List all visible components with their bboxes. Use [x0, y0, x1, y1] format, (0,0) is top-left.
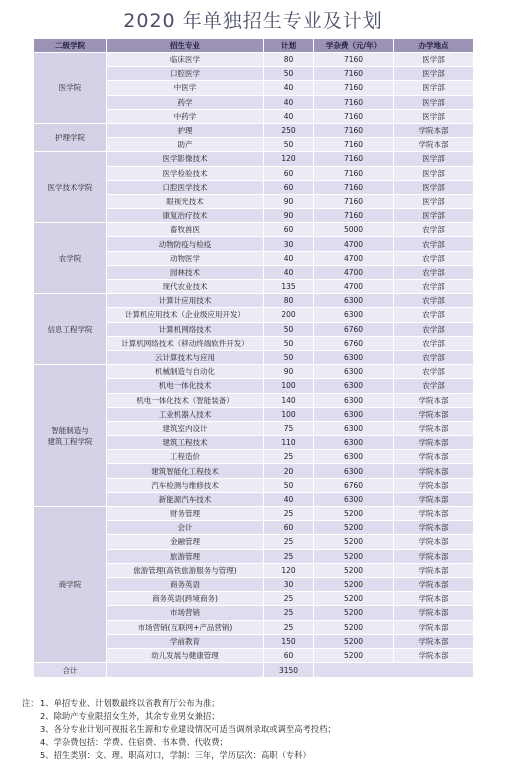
plan-cell: 40	[264, 492, 314, 506]
fee-cell: 7160	[314, 166, 394, 180]
location-cell: 农学部	[394, 294, 474, 308]
major-cell: 医学检验技术	[107, 166, 264, 180]
plan-cell: 60	[264, 223, 314, 237]
college-cell: 护理学院	[34, 123, 107, 151]
note-line: 1、单招专业、计划数最终以省教育厅公布为准；	[40, 698, 220, 708]
major-cell: 旅游管理	[107, 549, 264, 563]
fee-cell: 6300	[314, 393, 394, 407]
table-row	[34, 123, 474, 137]
major-cell: 云计算技术与应用	[107, 350, 264, 364]
plan-cell: 40	[264, 109, 314, 123]
plan-cell: 40	[264, 95, 314, 109]
location-cell: 学院本部	[394, 421, 474, 435]
fee-cell: 4700	[314, 280, 394, 294]
fee-cell: 4700	[314, 237, 394, 251]
major-cell: 建筑室内设计	[107, 421, 264, 435]
plan-cell: 110	[264, 436, 314, 450]
fee-cell: 6300	[314, 350, 394, 364]
table-row	[34, 294, 474, 308]
major-cell: 眼视光技术	[107, 194, 264, 208]
location-cell: 医学部	[394, 95, 474, 109]
plan-cell: 90	[264, 194, 314, 208]
major-cell: 动物医学	[107, 251, 264, 265]
plan-cell: 120	[264, 563, 314, 577]
fee-cell: 7160	[314, 209, 394, 223]
fee-cell: 5200	[314, 634, 394, 648]
fee-cell: 5200	[314, 535, 394, 549]
fee-cell: 6300	[314, 492, 394, 506]
page-title: 2020 年单独招生专业及计划	[123, 10, 383, 32]
plan-cell: 50	[264, 138, 314, 152]
college-cell: 智能制造与 建筑工程学院	[34, 365, 107, 507]
major-cell: 建筑智能化工程技术	[107, 464, 264, 478]
fee-cell: 6300	[314, 464, 394, 478]
major-cell: 旅游管理(高铁旅游服务与管理)	[107, 563, 264, 577]
major-cell: 计算机应用技术（企业级应用开发）	[107, 308, 264, 322]
location-cell: 医学部	[394, 53, 474, 67]
fee-cell: 5200	[314, 648, 394, 662]
plan-cell: 50	[264, 67, 314, 81]
location-cell: 学院本部	[394, 521, 474, 535]
plan-cell: 60	[264, 648, 314, 662]
fee-cell: 6300	[314, 450, 394, 464]
location-cell: 农学部	[394, 322, 474, 336]
plan-cell: 250	[264, 123, 314, 137]
major-cell: 医学影像技术	[107, 152, 264, 166]
fee-cell: 6760	[314, 478, 394, 492]
table-row	[34, 507, 474, 521]
plan-cell: 100	[264, 379, 314, 393]
location-cell: 学院本部	[394, 450, 474, 464]
plan-cell: 40	[264, 81, 314, 95]
plan-cell: 40	[264, 265, 314, 279]
enrollment-table	[33, 38, 474, 678]
location-cell: 农学部	[394, 223, 474, 237]
location-cell: 农学部	[394, 308, 474, 322]
fee-cell: 5000	[314, 223, 394, 237]
fee-cell: 7160	[314, 138, 394, 152]
location-cell: 医学部	[394, 81, 474, 95]
header-college: 二级学院	[34, 39, 107, 53]
major-cell: 临床医学	[107, 53, 264, 67]
major-cell: 幼儿发展与健康管理	[107, 648, 264, 662]
fee-cell: 5200	[314, 521, 394, 535]
major-cell: 工程造价	[107, 450, 264, 464]
major-cell: 机电一体化技术（智能装备）	[107, 393, 264, 407]
major-cell: 动物防疫与检疫	[107, 237, 264, 251]
major-cell: 市场营销	[107, 606, 264, 620]
total-spacer	[314, 663, 474, 678]
location-cell: 农学部	[394, 379, 474, 393]
note-line: 4、学杂费包括：学费、住宿费、书本费、代收费；	[40, 737, 228, 747]
location-cell: 医学部	[394, 152, 474, 166]
fee-cell: 6300	[314, 436, 394, 450]
location-cell: 学院本部	[394, 634, 474, 648]
fee-cell: 6300	[314, 379, 394, 393]
total-spacer	[107, 663, 264, 678]
major-cell: 口腔医学	[107, 67, 264, 81]
location-cell: 医学部	[394, 67, 474, 81]
major-cell: 护理	[107, 123, 264, 137]
fee-cell: 7160	[314, 123, 394, 137]
notes-prefix: 注：	[22, 698, 39, 708]
major-cell: 机电一体化技术	[107, 379, 264, 393]
plan-cell: 75	[264, 421, 314, 435]
location-cell: 农学部	[394, 265, 474, 279]
fee-cell: 5200	[314, 549, 394, 563]
location-cell: 学院本部	[394, 138, 474, 152]
location-cell: 学院本部	[394, 507, 474, 521]
major-cell: 现代农业技术	[107, 280, 264, 294]
table-row	[34, 53, 474, 67]
plan-cell: 50	[264, 322, 314, 336]
location-cell: 农学部	[394, 336, 474, 350]
location-cell: 医学部	[394, 180, 474, 194]
plan-cell: 60	[264, 166, 314, 180]
major-cell: 机械制造与自动化	[107, 365, 264, 379]
fee-cell: 4700	[314, 251, 394, 265]
fee-cell: 5200	[314, 592, 394, 606]
plan-cell: 200	[264, 308, 314, 322]
plan-cell: 25	[264, 507, 314, 521]
fee-cell: 6300	[314, 421, 394, 435]
major-cell: 建筑工程技术	[107, 436, 264, 450]
major-cell: 计算机网络技术（移动终端软件开发）	[107, 336, 264, 350]
major-cell: 汽车检测与维修技术	[107, 478, 264, 492]
plan-cell: 25	[264, 549, 314, 563]
location-cell: 农学部	[394, 251, 474, 265]
plan-cell: 150	[264, 634, 314, 648]
location-cell: 农学部	[394, 350, 474, 364]
location-cell: 学院本部	[394, 592, 474, 606]
location-cell: 学院本部	[394, 436, 474, 450]
fee-cell: 7160	[314, 53, 394, 67]
college-cell: 医学技术学院	[34, 152, 107, 223]
plan-cell: 50	[264, 478, 314, 492]
major-cell: 商务英语	[107, 577, 264, 591]
location-cell: 医学部	[394, 194, 474, 208]
table-row	[34, 152, 474, 166]
location-cell: 学院本部	[394, 464, 474, 478]
location-cell: 医学部	[394, 166, 474, 180]
major-cell: 市场营销(互联网+产品营销)	[107, 620, 264, 634]
major-cell: 学前教育	[107, 634, 264, 648]
location-cell: 学院本部	[394, 648, 474, 662]
fee-cell: 7160	[314, 152, 394, 166]
plan-cell: 30	[264, 237, 314, 251]
fee-cell: 6300	[314, 294, 394, 308]
location-cell: 学院本部	[394, 577, 474, 591]
table-row	[34, 365, 474, 379]
location-cell: 学院本部	[394, 492, 474, 506]
plan-cell: 25	[264, 620, 314, 634]
college-cell: 医学院	[34, 53, 107, 124]
plan-cell: 50	[264, 350, 314, 364]
plan-cell: 20	[264, 464, 314, 478]
fee-cell: 6300	[314, 407, 394, 421]
fee-cell: 7160	[314, 109, 394, 123]
plan-cell: 25	[264, 606, 314, 620]
plan-cell: 120	[264, 152, 314, 166]
fee-cell: 5200	[314, 563, 394, 577]
major-cell: 助产	[107, 138, 264, 152]
major-cell: 中医学	[107, 81, 264, 95]
college-cell: 信息工程学院	[34, 294, 107, 365]
fee-cell: 6760	[314, 322, 394, 336]
location-cell: 学院本部	[394, 393, 474, 407]
plan-cell: 60	[264, 180, 314, 194]
note-line: 2、除助产专业限招女生外，其余专业男女兼招；	[40, 711, 220, 721]
location-cell: 学院本部	[394, 407, 474, 421]
plan-cell: 80	[264, 53, 314, 67]
college-cell: 农学院	[34, 223, 107, 294]
header-plan: 计划	[264, 39, 314, 53]
plan-cell: 25	[264, 592, 314, 606]
fee-cell: 6300	[314, 308, 394, 322]
header-fee: 学杂费（元/年）	[314, 39, 394, 53]
location-cell: 学院本部	[394, 535, 474, 549]
fee-cell: 7160	[314, 95, 394, 109]
total-value: 3150	[264, 663, 314, 678]
total-label: 合计	[34, 663, 107, 678]
major-cell: 中药学	[107, 109, 264, 123]
table-row	[34, 223, 474, 237]
location-cell: 医学部	[394, 209, 474, 223]
table-header	[34, 39, 474, 53]
fee-cell: 5200	[314, 606, 394, 620]
plan-cell: 30	[264, 577, 314, 591]
total-row	[34, 663, 474, 678]
fee-cell: 7160	[314, 194, 394, 208]
major-cell: 畜牧兽医	[107, 223, 264, 237]
fee-cell: 7160	[314, 67, 394, 81]
fee-cell: 6300	[314, 365, 394, 379]
major-cell: 康复治疗技术	[107, 209, 264, 223]
plan-cell: 135	[264, 280, 314, 294]
major-cell: 新能源汽车技术	[107, 492, 264, 506]
note-line: 3、各分专业计划可视报名生源和专业建设情况可适当调剂录取或调至高考投档；	[40, 724, 336, 734]
college-cell: 商学院	[34, 507, 107, 663]
major-cell: 工业机器人技术	[107, 407, 264, 421]
major-cell: 计算计应用技术	[107, 294, 264, 308]
fee-cell: 7160	[314, 81, 394, 95]
fee-cell: 6760	[314, 336, 394, 350]
plan-cell: 60	[264, 521, 314, 535]
location-cell: 医学部	[394, 109, 474, 123]
major-cell: 园林技术	[107, 265, 264, 279]
fee-cell: 4700	[314, 265, 394, 279]
major-cell: 药学	[107, 95, 264, 109]
plan-cell: 25	[264, 535, 314, 549]
major-cell: 财务管理	[107, 507, 264, 521]
fee-cell: 5200	[314, 507, 394, 521]
location-cell: 农学部	[394, 365, 474, 379]
location-cell: 学院本部	[394, 620, 474, 634]
plan-cell: 140	[264, 393, 314, 407]
plan-cell: 80	[264, 294, 314, 308]
location-cell: 农学部	[394, 237, 474, 251]
location-cell: 学院本部	[394, 563, 474, 577]
plan-cell: 50	[264, 336, 314, 350]
plan-cell: 100	[264, 407, 314, 421]
header-major: 招生专业	[107, 39, 264, 53]
major-cell: 口腔医学技术	[107, 180, 264, 194]
plan-cell: 90	[264, 365, 314, 379]
plan-cell: 25	[264, 450, 314, 464]
fee-cell: 7160	[314, 180, 394, 194]
major-cell: 计算机网络技术	[107, 322, 264, 336]
notes	[22, 697, 492, 762]
major-cell: 商务英语(跨境商务)	[107, 592, 264, 606]
location-cell: 农学部	[394, 280, 474, 294]
fee-cell: 5200	[314, 577, 394, 591]
major-cell: 会计	[107, 521, 264, 535]
location-cell: 学院本部	[394, 123, 474, 137]
note-line: 5、招生类别：文、理、职高对口，学制：三年，学历层次：高职（专科）	[40, 750, 311, 760]
location-cell: 学院本部	[394, 478, 474, 492]
location-cell: 学院本部	[394, 606, 474, 620]
fee-cell: 5200	[314, 620, 394, 634]
location-cell: 学院本部	[394, 549, 474, 563]
header-location: 办学地点	[394, 39, 474, 53]
plan-cell: 90	[264, 209, 314, 223]
major-cell: 金融管理	[107, 535, 264, 549]
plan-cell: 40	[264, 251, 314, 265]
